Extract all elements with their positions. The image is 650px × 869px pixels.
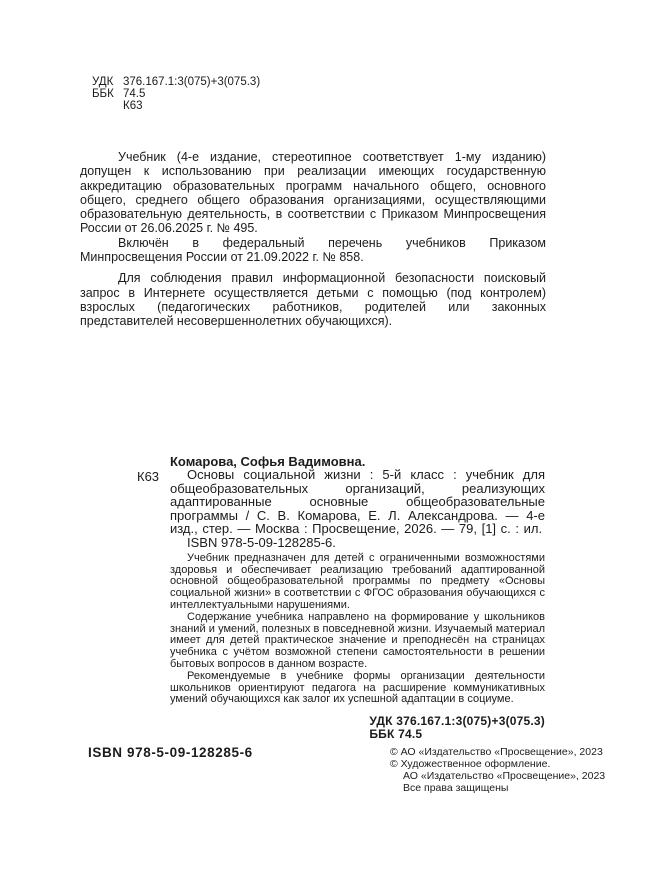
card-udk: УДК 376.167.1:3(075)+3(075.3) <box>369 714 545 729</box>
top-classification-codes <box>92 77 260 113</box>
imprint-intro-paragraphs <box>80 150 546 329</box>
catalog-card <box>170 455 545 743</box>
annotation-paragraph: Рекомендуемые в учебнике формы организации деятельности школьников ориентируют педагога на расширение коммуникативных умений обучающихся как залог их успешной адаптации в социуме. <box>170 669 545 706</box>
approval-paragraph: Учебник (4-е издание, стереотипное соответствует 1-му изданию) допущен к использованию при реализации имеющих государственную аккредитацию образовательных программ начального общего, основного общего, среднего общего образования организациями, осуществляющими образовательную деятельность, в соответствии с Приказом Минпросвещения России от 26.06.2025 г. № 495. <box>80 150 546 236</box>
copyright-line: © АО «Издательство «Просвещение», 2023 <box>390 746 603 758</box>
copyright-line: © Художественное оформление. <box>390 758 551 771</box>
udk-row <box>92 77 260 89</box>
annotation-block <box>170 553 545 706</box>
catalog-card-author: Комарова, Софья Вадимовна. <box>170 454 366 469</box>
footer-isbn: ISBN 978-5-09-128285-6 <box>88 745 253 760</box>
author-sign-value: К63 <box>123 99 143 112</box>
bbk-row <box>92 89 260 101</box>
copyright-block <box>390 746 605 794</box>
bbk-label: ББК <box>92 87 114 100</box>
udk-value: 376.167.1:3(075)+3(075.3) <box>123 76 261 88</box>
card-bbk: ББК 74.5 <box>369 726 423 741</box>
udk-label: УДК <box>92 76 114 88</box>
card-codes-inner <box>369 715 545 740</box>
annotation-paragraph: Учебник предназначен для детей с ограниченными возможностями здоровья и обеспечивает реализацию требований адаптированной основной общеобразовательной программы по предмету «Основы социальной жизни» в соответствии с ФГОС образования обучающихся с интеллектуальными нарушениями. <box>170 551 545 612</box>
federal-list-paragraph: Включён в федеральный перечень учебников Приказом Минпросвещения России от 21.09.2022 г. № 858. <box>80 235 546 265</box>
catalog-card-code: К63 <box>137 469 160 484</box>
annotation-paragraph: Содержание учебника направлено на формирование у школьников знаний и умений, полезных в повседневной жизни. Изучаемый материал имеет для детей практическое значение и преподнесён на страницах учебника с учётом возможной степени самостоятельности в решении бытовых вопросов в данном возрасте. <box>170 610 545 671</box>
author-sign-spacer <box>92 101 123 113</box>
author-sign-row <box>92 101 260 113</box>
catalog-card-description: Основы социальной жизни : 5-й класс : учебник для общеобразовательных организаций, реализующих адаптированные основные общеобразовательные программы / С. В. Комарова, Е. Л. Александрова. — 4-е изд., стер. — Москва : Просвещение, 2026. — 79, [1] с. : ил. <box>170 467 545 537</box>
copyright-line: Все права защищены <box>403 782 509 795</box>
bbk-value: 74.5 <box>123 87 146 100</box>
safety-paragraph: Для соблюдения правил информационной безопасности поисковый запрос в Интернете осуществляется детьми с помощью (под контролем) взрослых (педагогических работников, родителей или законных представителей несовершеннолетних обучающихся). <box>80 271 546 329</box>
catalog-card-isbn: ISBN 978-5-09-128285-6. <box>187 535 336 551</box>
copyright-line: АО «Издательство «Просвещение», 2023 <box>403 770 606 783</box>
card-codes-right <box>170 715 545 742</box>
